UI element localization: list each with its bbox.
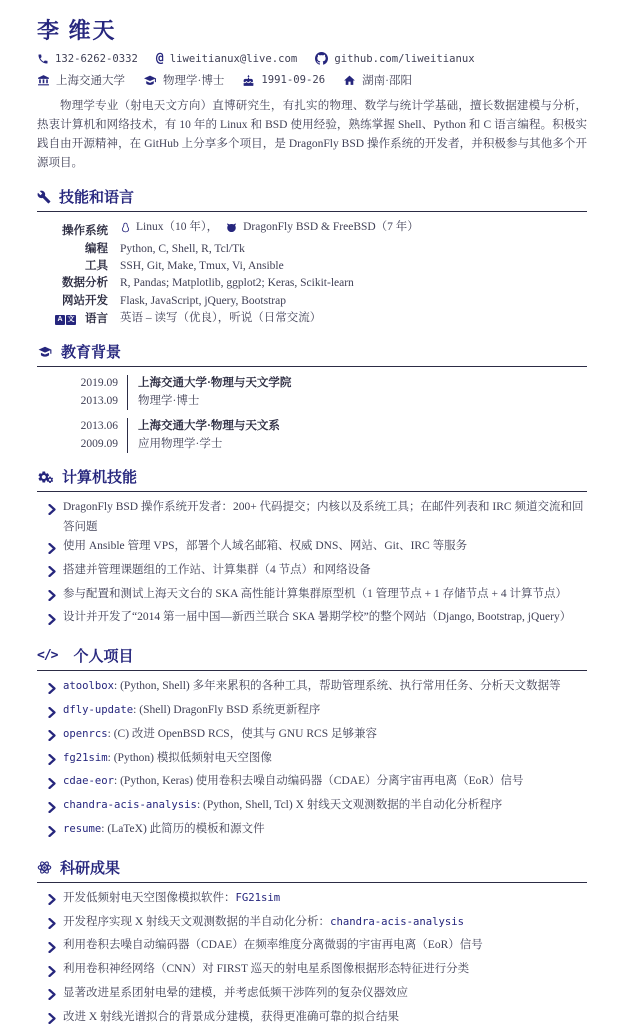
skill-label: 数据分析 <box>62 277 108 290</box>
list-item <box>37 677 587 701</box>
chevron-bullet-icon <box>48 542 56 561</box>
chevron-bullet-icon <box>48 565 56 584</box>
location-text: 湖南·邵阳 <box>362 75 412 87</box>
university-icon <box>37 74 50 87</box>
skill-row <box>37 275 587 292</box>
list-item <box>37 772 587 796</box>
section-research <box>37 856 587 1032</box>
email-item[interactable] <box>156 52 297 65</box>
skill-row <box>37 241 587 258</box>
chevron-bullet-icon <box>48 988 56 1007</box>
bsd-daemon-icon <box>225 222 238 234</box>
skill-os-bsd: DragonFly BSD & FreeBSD（7 年） <box>243 221 419 233</box>
chevron-bullet-icon <box>48 503 56 522</box>
skill-label-os: 操作系统 <box>62 225 108 238</box>
chevron-bullet-icon <box>48 753 56 772</box>
project-name[interactable]: chandra-acis-analysis <box>63 799 197 812</box>
chevron-bullet-icon <box>48 1012 56 1031</box>
section-skills-title: 技能和语言 <box>59 190 135 206</box>
education-degree: 应用物理学·学士 <box>138 437 223 450</box>
section-education <box>37 340 587 453</box>
skill-label: 编程 <box>85 242 108 255</box>
github-item[interactable] <box>315 52 474 65</box>
university-name: 上海交通大学 <box>56 75 125 87</box>
list-item-text: 使用 Ansible 管理 VPS，部署个人域名邮箱、权威 DNS、网站、Git、IRC 等服务 <box>63 540 468 553</box>
project-name[interactable]: cdae-eor <box>63 775 115 788</box>
atom-icon <box>37 860 52 875</box>
chevron-bullet-icon <box>48 825 56 844</box>
education-school: 上海交通大学·物理与天文学院 <box>138 377 292 390</box>
list-item <box>37 889 587 913</box>
list-item-text <box>63 772 524 791</box>
skill-value-language: 英语 – 读写（优良），听说（日常交流） <box>120 312 322 325</box>
list-item-text: DragonFly BSD 操作系统开发者：200+ 代码提交；内核以及系统工具；在邮件列表和 IRC 频道交流和回答问题 <box>63 501 584 533</box>
list-item-text <box>63 960 469 979</box>
list-item-text <box>63 820 265 839</box>
skill-value: SSH, Git, Make, Tmux, Vi, Ansible <box>120 260 284 273</box>
project-desc: : (LaTeX) 此简历的模板和源文件 <box>101 823 265 835</box>
research-code: chandra-acis-analysis <box>330 915 464 928</box>
list-item-text <box>63 1008 399 1027</box>
list-item <box>37 498 587 537</box>
list-item-text <box>63 936 483 955</box>
research-code: FG21sim <box>235 891 281 904</box>
chevron-bullet-icon <box>48 682 56 701</box>
chevron-bullet-icon <box>48 613 56 632</box>
projects-list <box>37 677 587 844</box>
project-name[interactable]: fg21sim <box>63 751 108 764</box>
list-item <box>37 960 587 984</box>
list-item <box>37 796 587 820</box>
education-entry <box>70 418 587 453</box>
research-text: 利用卷积神经网络（CNN）对 FIRST 巡天的射电星系图像根据形态特征进行分类 <box>63 963 470 976</box>
list-item-text: 搭建并管理课题组的工作站、计算集群（4 节点）和网络设备 <box>63 563 371 576</box>
location-item <box>343 72 412 88</box>
language-icon: A 文 <box>55 315 76 325</box>
graduation-cap-icon <box>37 345 53 359</box>
list-item <box>37 936 587 960</box>
list-item-text <box>63 701 320 720</box>
list-item-text <box>63 749 272 768</box>
skill-label: 网站开发 <box>62 294 108 307</box>
skill-value: Python, C, Shell, R, Tcl/Tk <box>120 242 245 255</box>
skill-os-bsd-wrap <box>225 219 419 236</box>
education-dates <box>70 375 127 410</box>
section-skills-header <box>37 185 587 212</box>
graduation-cap-icon <box>143 74 157 87</box>
list-item-text: 设计并开发了“2014 第一届中国—新西兰联合 SKA 暑期学校”的整个网站（Django, Bootstrap, jQuery） <box>63 611 572 624</box>
list-item-text <box>63 913 464 932</box>
skill-value: Flask, JavaScript, jQuery, Bootstrap <box>120 294 286 307</box>
chevron-bullet-icon <box>48 729 56 748</box>
project-desc: : (Shell) DragonFly BSD 系统更新程序 <box>133 704 321 717</box>
research-text: 显著改进星系团射电晕的建模，并考虑低频干涉阵列的复杂仪器效应 <box>63 986 408 999</box>
research-text: 开发低频射电天空图像模拟软件： <box>63 891 236 904</box>
section-education-title: 教育背景 <box>61 345 122 362</box>
research-text: 改进 X 射线光谱拟合的背景成分建模，获得更准确可靠的拟合结果 <box>63 1010 400 1023</box>
skill-row-os <box>37 219 587 241</box>
education-dates <box>70 418 127 453</box>
list-item-text <box>63 796 502 815</box>
research-text: 利用卷积去噪自动编码器（CDAE）在频率维度分离微弱的宇宙再电离（EoR）信号 <box>63 939 483 952</box>
person-name: 李 维天 <box>37 18 117 43</box>
home-icon <box>343 74 356 87</box>
project-desc: : (Python, Shell) 多年来累积的各种工具，帮助管理系统、执行常用任务、分析天文数据等 <box>114 680 561 693</box>
phone-number: 132-6262-0332 <box>55 52 138 65</box>
list-item <box>37 537 587 561</box>
phone-icon <box>37 53 49 65</box>
chevron-bullet-icon <box>48 777 56 796</box>
github-url[interactable]: github.com/liweitianux <box>334 52 475 65</box>
project-desc: : (Python) 模拟低频射电天空图像 <box>107 751 272 764</box>
gears-icon <box>37 470 54 484</box>
contact-row-2 <box>37 72 587 88</box>
degree-text: 物理学·博士 <box>163 75 225 87</box>
wrench-icon <box>37 190 51 204</box>
skill-label: 工具 <box>85 260 108 273</box>
education-degree: 物理学·博士 <box>138 394 200 407</box>
research-text: 开发程序实现 X 射线天文观测数据的半自动化分析： <box>63 915 331 928</box>
section-skills <box>37 185 587 328</box>
education-entry <box>70 375 587 410</box>
section-projects <box>37 644 587 844</box>
list-item <box>37 1008 587 1032</box>
project-name[interactable]: resume <box>63 823 102 835</box>
phone-item <box>37 53 138 65</box>
degree-item <box>143 72 224 88</box>
education-date-end: 2019.09 <box>80 377 118 390</box>
chevron-bullet-icon <box>48 706 56 725</box>
section-projects-title: 个人项目 <box>73 649 134 666</box>
section-education-header <box>37 340 587 367</box>
project-name[interactable]: dfly-update <box>63 704 134 717</box>
github-icon <box>315 52 328 65</box>
research-list <box>37 889 587 1032</box>
birthday-date: 1991-09-26 <box>261 74 326 86</box>
project-desc: : (C) 改进 OpenBSD RCS，使其与 GNU RCS 足够兼容 <box>107 727 377 740</box>
birthday-item <box>242 74 325 87</box>
education-detail <box>127 418 280 453</box>
project-name[interactable]: openrcs <box>63 727 108 740</box>
university-item <box>37 72 125 88</box>
education-detail <box>127 375 291 410</box>
section-computer <box>37 465 587 632</box>
list-item <box>37 749 587 773</box>
section-computer-header <box>37 465 587 492</box>
list-item-text <box>63 677 561 696</box>
education-date-start: 2009.09 <box>80 437 118 450</box>
project-name[interactable]: atoolbox <box>63 680 115 693</box>
list-item <box>37 984 587 1008</box>
section-projects-header: </> 个人项目 <box>37 644 587 671</box>
summary-paragraph: 物理学专业（射电天文方向）直博研究生，有扎实的物理、数学与统计学基础，擅长数据建模与分析，热衷计算机和网络技术，有 10 年的 Linux 和 BSD 使用经验，熟练掌握 Shell、Python 和 C 语言编程。积极实践自由开源精神，在 GitHub 上分享多个项目，是 DragonFly BSD 操作系统的开发者，并积极参与其他多个开源项目。 <box>37 100 587 169</box>
contact-row-1 <box>37 52 587 65</box>
list-item <box>37 585 587 609</box>
list-item-text: 参与配置和测试上海天文台的 SKA 高性能计算集群原型机（1 管理节点 + 1 存储节点 + 4 计算节点） <box>63 587 567 600</box>
list-item-text <box>63 984 408 1003</box>
chevron-bullet-icon <box>48 589 56 608</box>
skill-os-linux: Linux（10 年）， <box>136 221 219 233</box>
chevron-bullet-icon <box>48 965 56 984</box>
list-item <box>37 561 587 585</box>
email-address[interactable]: liweitianux@live.com <box>169 52 298 65</box>
skill-row <box>37 293 587 310</box>
skill-label-language <box>37 311 108 328</box>
skill-value-os <box>108 219 419 236</box>
skills-table <box>37 219 587 328</box>
birthday-cake-icon <box>242 74 255 87</box>
skill-row <box>37 258 587 275</box>
list-item <box>37 725 587 749</box>
chevron-bullet-icon <box>48 801 56 820</box>
chevron-bullet-icon <box>48 917 56 936</box>
computer-skills-list <box>37 498 587 632</box>
list-item <box>37 701 587 725</box>
project-desc: : (Python, Keras) 使用卷积去噪自动编码器（CDAE）分离宇宙再电离（EoR）信号 <box>114 775 524 788</box>
skill-value: R, Pandas; Matplotlib, ggplot2; Keras, Scikit-learn <box>120 277 354 290</box>
skill-row-language <box>37 310 587 328</box>
list-item <box>37 820 587 844</box>
list-item <box>37 913 587 937</box>
project-desc: : (Python, Shell, Tcl) X 射线天文观测数据的半自动化分析程序 <box>196 799 503 812</box>
list-item <box>37 608 587 632</box>
chevron-bullet-icon <box>48 941 56 960</box>
list-item-text <box>63 725 377 744</box>
at-icon: @ <box>155 51 164 66</box>
section-computer-title: 计算机技能 <box>62 470 138 487</box>
education-date-start: 2013.09 <box>80 394 118 407</box>
section-research-header <box>37 856 587 883</box>
chevron-bullet-icon <box>48 893 56 912</box>
list-item-text <box>63 889 280 908</box>
linux-icon <box>120 221 131 234</box>
education-school: 上海交通大学·物理与天文系 <box>138 420 280 433</box>
education-date-end: 2013.06 <box>80 420 118 433</box>
section-research-title: 科研成果 <box>60 860 121 877</box>
skill-label-language-text: 语言 <box>85 313 108 326</box>
